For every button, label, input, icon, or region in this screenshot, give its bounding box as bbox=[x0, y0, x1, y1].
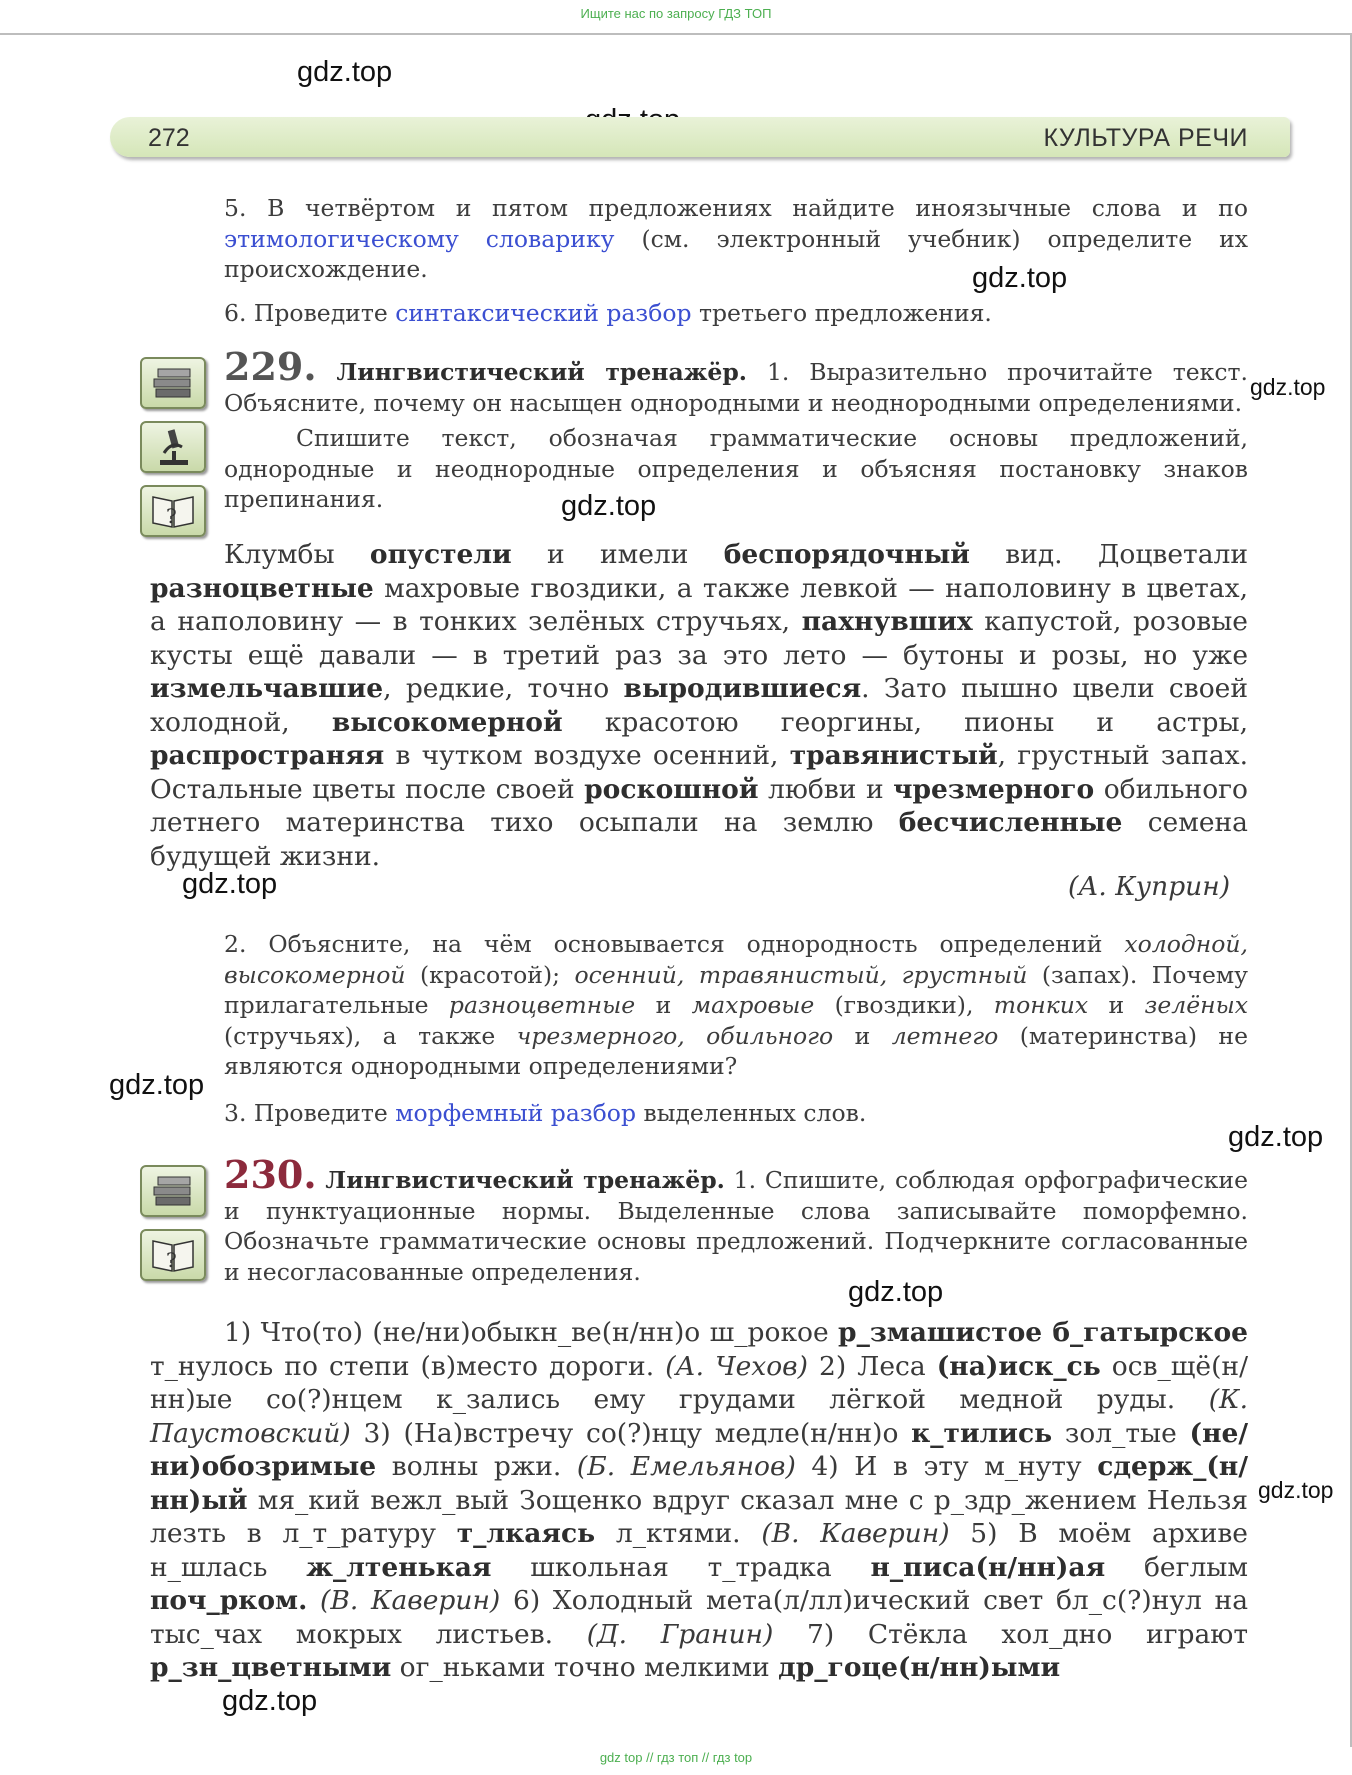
bottom-banner[interactable]: gdz top // гдз топ // гдз top bbox=[599, 1750, 753, 1765]
exercise-229-number: 229. bbox=[224, 344, 317, 389]
book-question-icon[interactable] bbox=[140, 485, 206, 537]
svg-text:?: ? bbox=[166, 1248, 177, 1272]
exercise-229-title: Лингвистический тренажёр. bbox=[336, 358, 747, 386]
watermark: gdz.top bbox=[182, 868, 278, 900]
section-title: КУЛЬТУРА РЕЧИ bbox=[1043, 124, 1248, 152]
page-header bbox=[110, 117, 1290, 157]
watermark: gdz.top bbox=[972, 262, 1068, 294]
watermark: gdz.top bbox=[222, 1685, 318, 1717]
exercise-229-question-2: 2. Объясните, на чём основывается однородность определений холодной, высокомерной (красотой); осенний, травянистый, грустный (запах). Почему прилагательные разноцветные и махровые (гвоздики), тонких и зелёных (стручьях), а также чрезмерного, обильного и летнего (материнства) не являются однородными определениями? bbox=[224, 930, 1248, 1080]
books-icon[interactable] bbox=[140, 1165, 206, 1217]
watermark: gdz.top bbox=[109, 1069, 205, 1101]
watermark: gdz.top bbox=[1258, 1477, 1334, 1503]
page-number: 272 bbox=[148, 124, 190, 152]
books-icon[interactable] bbox=[140, 357, 206, 409]
svg-text:?: ? bbox=[166, 504, 177, 528]
watermark: gdz.top bbox=[1250, 374, 1326, 400]
exercise-229-question-3: 3. Проведите морфемный разбор выделенных слов. bbox=[224, 1099, 867, 1127]
watermark: gdz.top bbox=[1228, 1121, 1324, 1153]
exercise-229-instructions-2: Спишите текст, обозначая грамматические основы предложений, однородные и неоднородные определения и объясняя постановку знаков препинания. bbox=[224, 424, 1248, 513]
syntax-analysis-link[interactable]: синтаксический разбор bbox=[395, 299, 692, 327]
text-author: (А. Куприн) bbox=[1068, 871, 1231, 902]
exercise-230-title: Лингвистический тренажёр. bbox=[325, 1166, 725, 1194]
exercise-230-number: 230. bbox=[224, 1152, 317, 1197]
watermark: gdz.top bbox=[848, 1276, 944, 1308]
task-5: 5. В четвёртом и пятом предложениях найдите иноязычные слова и по этимологическому словарику (см. электронный учебник) определите их происхождение. bbox=[224, 194, 1248, 283]
exercise-230-instructions: 230. Лингвистический тренажёр. 1. Спишите, соблюдая орфографические и пунктуационные нормы. Выделенные слова записывайте поморфемно. Обозначьте грамматические основы предложений. Подчеркните согласованные и несогласованные определения. bbox=[224, 1152, 1248, 1286]
top-banner[interactable]: Ищите нас по запросу ГДЗ ТОП bbox=[580, 6, 772, 21]
exercise-229-instructions: 229. Лингвистический тренажёр. 1. Выразительно прочитайте текст. Объясните, почему он насыщен однородными и неоднородными определениями. bbox=[224, 344, 1248, 417]
book-question-icon[interactable] bbox=[140, 1229, 206, 1281]
microscope-icon[interactable] bbox=[140, 421, 206, 473]
exercise-229-text: Клумбы опустели и имели беспорядочный вид. Доцветали разноцветные махровые гвоздики, а также левкой — наполовину в цветах, а наполовину — в тонких зелёных стручьях, пахнувших капустой, розовые кусты ещё давали — в третий раз за это лето — бутоны и розы, но уже измельчавшие, редкие, точно выродившиеся. Зато пышно цвели своей холодной, высокомерной красотою георгины, пионы и астры, распространяя в чутком воздухе осенний, травянистый, грустный запах. Остальные цветы после своей роскошной любви и чрезмерного обильного летнего материнства тихо осыпали на землю бесчисленные семена будущей жизни. bbox=[150, 539, 1249, 872]
watermark: gdz.top bbox=[561, 490, 657, 522]
task-6: 6. Проведите синтаксический разбор третьего предложения. bbox=[224, 299, 992, 327]
etymology-dictionary-link[interactable]: этимологическому словарику bbox=[224, 224, 615, 253]
morpheme-analysis-link[interactable]: морфемный разбор bbox=[395, 1099, 636, 1127]
exercise-230-text: 1) Что(то) (не/ни)обыкн_ве(н/нн)о ш_рокое р_змашистое б_гатырское т_нулось по степи (в)место дороги. (А. Чехов) 2) Леса (на)иск_сь осв_щё(н/нн)ые со(?)нцем к_зались ему грудами лёгкой медной руды. (К. Паустовский) 3) (На)встречу со(?)нцу медле(н/нн)о к_тились зол_тые (не/ни)обозримые волны ржи. (Б. Емельянов) 4) И в эту м_нуту сдерж_(н/нн)ый мя_кий вежл_вый Зощенко вдруг сказал мне с р_здр_жением Нельзя лезть в л_т_ратуру т_лкаясь л_ктями. (В. Каверин) 5) В моём архиве н_шлась ж_лтенькая школьная т_традка н_писа(н/нн)ая беглым поч_рком. (В. Каверин) 6) Холодный мета(л/лл)ический свет бл_с(?)нул на тыс_чах мокрых листьев. (Д. Гранин) 7) Стёкла хол_дно играют р_зн_цветными ог_ньками точно мелкими др_гоце(н/нн)ыми bbox=[150, 1317, 1249, 1683]
watermark: gdz.top bbox=[297, 56, 393, 88]
